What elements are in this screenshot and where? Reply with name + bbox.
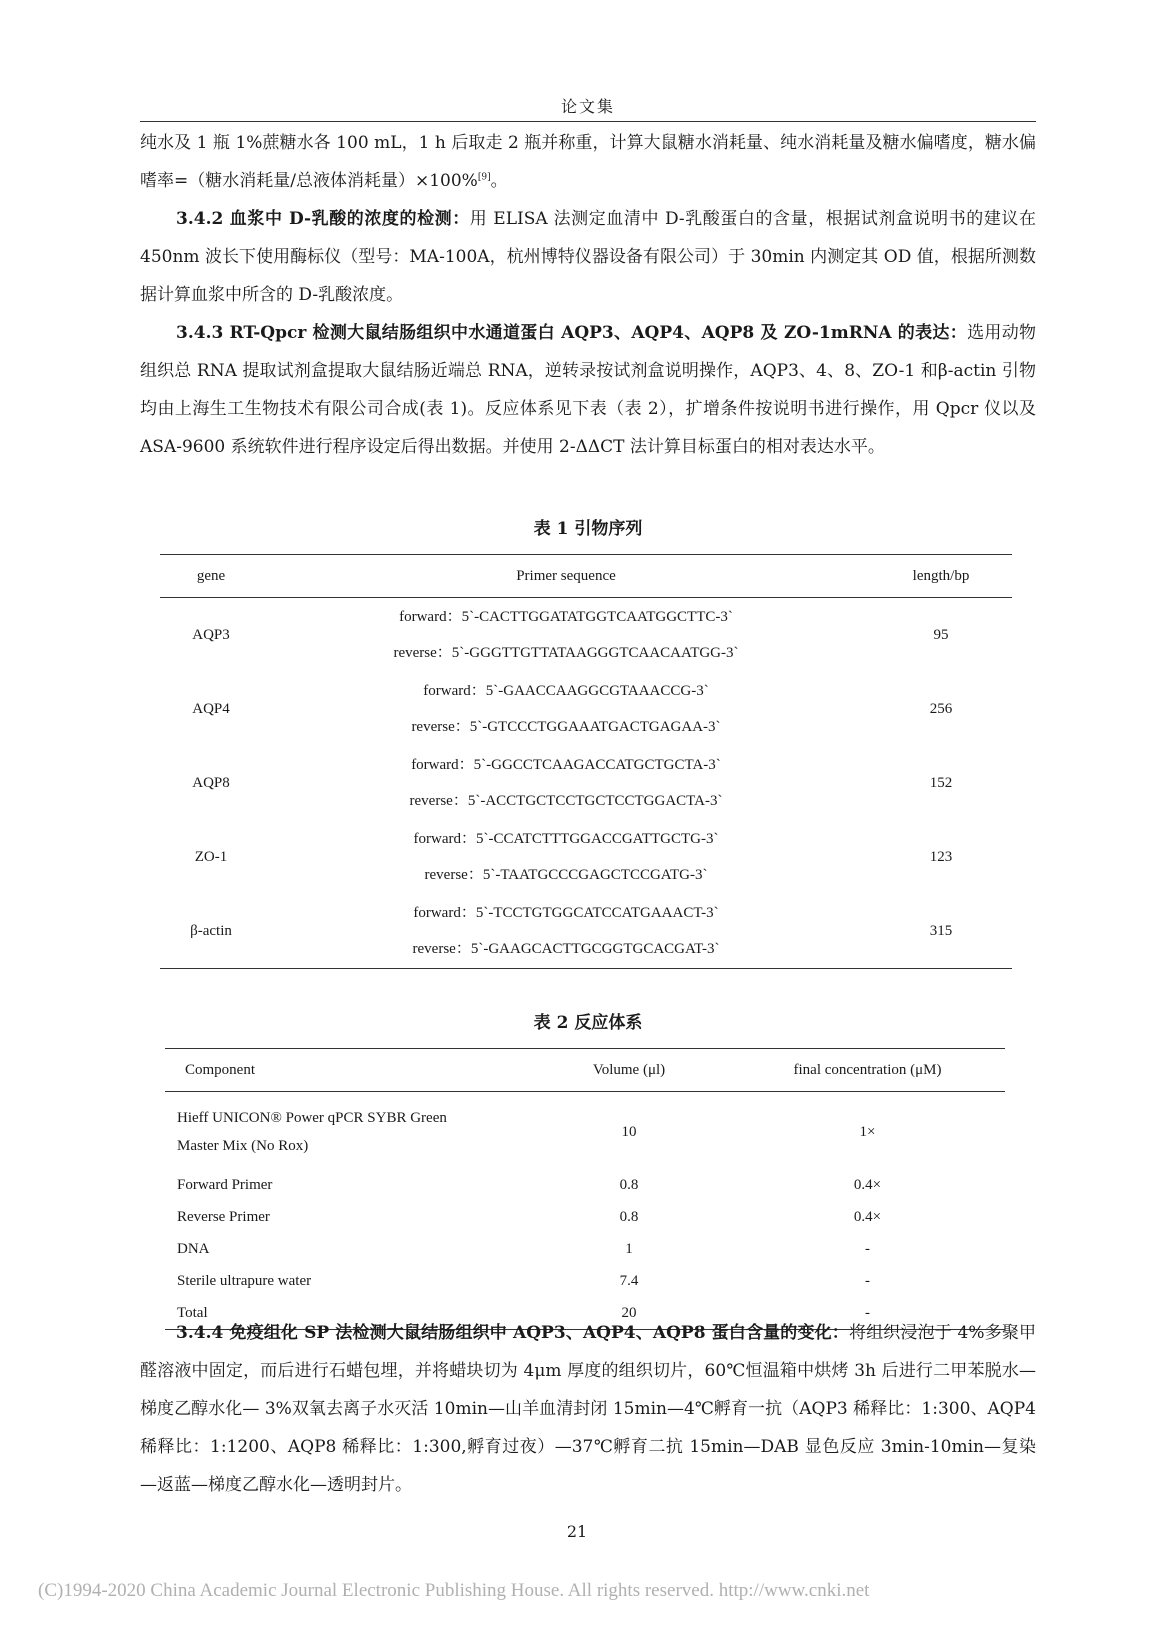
sequence-cell (262, 894, 870, 969)
section-3-4-2 (140, 200, 1036, 314)
component-cell: DNA (177, 1240, 210, 1257)
section-3-4-3-text: 选用动物组织总 RNA 提取试剂盒提取大鼠结肠近端总 RNA，逆转录按试剂盒说明操作，AQP3、4、8、ZO-1 和β-actin 引物均由上海生工生物技术有限公司合成(表 1)。反应体系见下表（表 2），扩增条件按说明书进行操作，用 Qpcr 仪以及 ASA-9600 系统软件进行程序设定后得出数据。并使用 2-ΔΔCT 法计算目标蛋白的相对表达水平。 (140, 323, 1037, 457)
component-cell: Reverse Primer (177, 1208, 270, 1225)
table-1-caption: 表 1 引物序列 (533, 519, 643, 539)
table-row (165, 1169, 1005, 1201)
table-row (165, 1092, 1005, 1170)
component-line: Master Mix (No Rox) (177, 1138, 309, 1154)
reverse-primer: reverse：5`-TAATGCCCGAGCTCCGATG-3` (424, 867, 708, 883)
component-line: Hieff UNICON® Power qPCR SYBR Green (177, 1110, 447, 1126)
gene-cell: AQP4 (192, 700, 230, 717)
table-row (160, 672, 1012, 746)
concentration-cell: - (865, 1304, 870, 1321)
gene-cell: β-actin (190, 922, 232, 939)
section-3-4-4-heading: 3.4.4 免疫组化 SP 法检测大鼠结肠组织中 AQP3、AQP4、AQP8 蛋白含量的变化： (176, 1323, 849, 1343)
length-cell: 315 (929, 922, 953, 939)
length-cell: 123 (929, 848, 953, 865)
table-2-caption: 表 2 反应体系 (533, 1013, 643, 1033)
forward-primer: forward：5`-TCCTGTGGCATCCATGAAACT-3` (413, 905, 719, 921)
header-rule (140, 121, 1036, 122)
paragraph-intro (140, 124, 1036, 200)
reverse-primer: reverse：5`-GGGTTGTTATAAGGGTCAACAATGG-3` (393, 645, 739, 661)
component-cell (165, 1092, 528, 1170)
paragraph-intro-text: 纯水及 1 瓶 1%蔗糖水各 100 mL，1 h 后取走 2 瓶并称重，计算大鼠糖水消耗量、纯水消耗量及糖水偏嗜度，糖水偏嗜率=（糖水消耗量/总液体消耗量）×100% (140, 133, 1036, 191)
component-cell: Total (177, 1304, 208, 1321)
section-3-4-3-heading: 3.4.3 RT-Qpcr 检测大鼠结肠组织中水通道蛋白 AQP3、AQP4、AQP8 及 ZO-1mRNA 的表达： (176, 323, 968, 343)
section-3-4-2-heading: 3.4.2 血浆中 D-乳酸的浓度的检测： (176, 209, 470, 229)
table-row (165, 1233, 1005, 1265)
sequence-cell (262, 598, 870, 673)
concentration-cell: 0.4× (853, 1176, 882, 1193)
column-header-component: Component (165, 1049, 528, 1092)
table-row (160, 598, 1012, 673)
reverse-primer: reverse：5`-GAAGCACTTGCGGTGCACGAT-3` (412, 941, 720, 957)
section-3-4-4-text: 将组织浸泡于 4%多聚甲醛溶液中固定，而后进行石蜡包埋，并将蜡块切为 4μm 厚度的组织切片，60℃恒温箱中烘烤 3h 后进行二甲苯脱水—梯度乙醇水化— 3%双氧去离子水灭活 10min—山羊血清封闭 15min—4℃孵育一抗（AQP3 稀释比：1:300、AQP4 稀释比：1:1200、AQP8 稀释比：1:300,孵育过夜）—37℃孵育二抗 15min—DAB 显色反应 3min-10min—复染—返蓝—梯度乙醇水化—透明封片。 (140, 1323, 1037, 1495)
primer-table (160, 554, 1012, 969)
section-3-4-4 (140, 1314, 1036, 1504)
reverse-primer: reverse：5`-GTCCCTGGAAATGACTGAGAA-3` (411, 719, 721, 735)
concentration-cell: 1× (859, 1124, 876, 1140)
gene-cell: AQP3 (192, 626, 230, 643)
volume-cell: 0.8 (619, 1176, 639, 1193)
component-cell: Forward Primer (177, 1176, 273, 1193)
length-cell: 256 (929, 700, 953, 717)
concentration-cell: - (865, 1240, 870, 1257)
table-header-row (160, 555, 1012, 598)
section-3-4-3 (140, 314, 1036, 466)
forward-primer: forward：5`-GGCCTCAAGACCATGCTGCTA-3` (411, 757, 721, 773)
reverse-primer: reverse：5`-ACCTGCTCCTGCTCCTGGACTA-3` (409, 793, 723, 809)
reaction-system-table (165, 1048, 1005, 1330)
table-header-row (165, 1049, 1005, 1092)
volume-cell: 0.8 (619, 1208, 639, 1225)
volume-cell: 7.4 (619, 1272, 639, 1289)
running-header: 论文集 (560, 97, 615, 116)
sequence-cell (262, 746, 870, 820)
column-header-length: length/bp (870, 555, 1012, 598)
gene-cell: AQP8 (192, 774, 230, 791)
forward-primer: forward：5`-GAACCAAGGCGTAAACCG-3` (423, 683, 709, 699)
page-number: 21 (566, 1522, 588, 1541)
length-cell: 95 (933, 626, 949, 643)
concentration-cell: - (865, 1272, 870, 1289)
column-header-primer-sequence: Primer sequence (262, 555, 870, 598)
sequence-cell (262, 820, 870, 894)
column-header-gene: gene (160, 555, 262, 598)
table-row (165, 1265, 1005, 1297)
component-cell: Sterile ultrapure water (177, 1272, 312, 1289)
volume-cell: 10 (621, 1124, 637, 1140)
volume-cell: 1 (625, 1240, 633, 1257)
concentration-cell: 0.4× (853, 1208, 882, 1225)
table-row (160, 820, 1012, 894)
paragraph-intro-end: 。 (490, 171, 508, 191)
copyright-footer: (C)1994-2020 China Academic Journal Electronic Publishing House. All rights reserved. http://www.cnki.net (38, 1580, 870, 1601)
forward-primer: forward：5`-CCATCTTTGGACCGATTGCTG-3` (413, 831, 719, 847)
forward-primer: forward：5`-CACTTGGATATGGTCAATGGCTTC-3` (399, 609, 733, 625)
table-row (165, 1201, 1005, 1233)
table-row (160, 746, 1012, 820)
column-header-volume: Volume (μl) (528, 1049, 730, 1092)
volume-cell: 20 (621, 1304, 637, 1321)
column-header-final-concentration: final concentration (μM) (730, 1049, 1005, 1092)
sequence-cell (262, 672, 870, 746)
gene-cell: ZO-1 (194, 848, 228, 865)
length-cell: 152 (929, 774, 953, 791)
section-3-4-2-text: 用 ELISA 法测定血清中 D-乳酸蛋白的含量，根据试剂盒说明书的建议在 450nm 波长下使用酶标仪（型号：MA-100A，杭州博特仪器设备有限公司）于 30min 内测定其 OD 值，根据所测数据计算血浆中所含的 D-乳酸浓度。 (140, 209, 1036, 305)
table-row (160, 894, 1012, 969)
citation-ref: [9] (477, 172, 491, 183)
